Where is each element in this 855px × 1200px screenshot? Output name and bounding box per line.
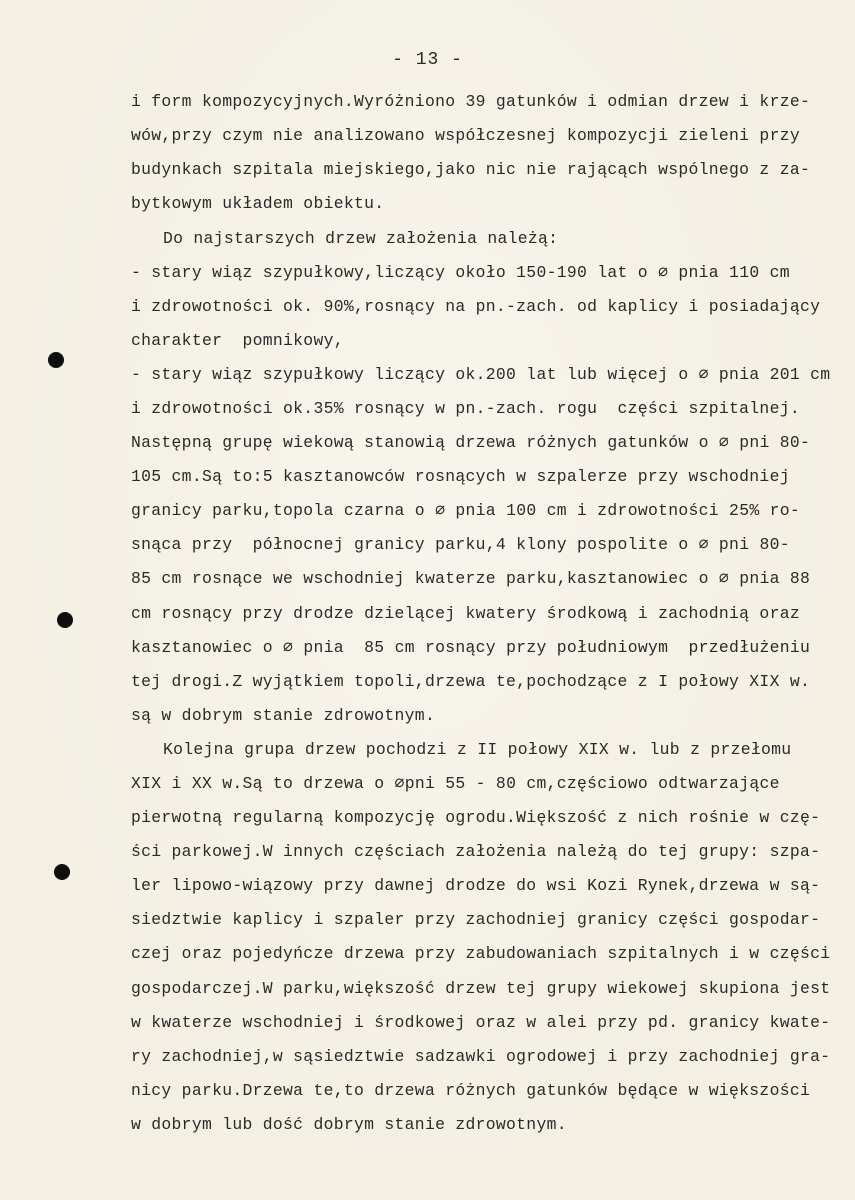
text-line: Kolejna grupa drzew pochodzi z II połowy XIX w. lub z przełomu	[163, 740, 792, 759]
text-line: granicy parku,topola czarna o ∅ pnia 100 cm i zdrowotności 25% ro-	[131, 501, 801, 520]
punch-hole-bottom	[54, 864, 70, 880]
text-line: gospodarczej.W parku,większość drzew tej grupy wiekowej skupiona jest	[131, 979, 831, 998]
text-line: wów,przy czym nie analizowano współczesnej kompozycji zieleni przy	[131, 126, 800, 145]
text-line: kasztanowiec o ∅ pnia 85 cm rosnący przy południowym przedłużeniu	[131, 638, 811, 657]
text-line: Następną grupę wiekową stanowią drzewa różnych gatunków o ∅ pni 80-	[131, 433, 811, 452]
text-line: cm rosnący przy drodze dzielącej kwatery środkową i zachodnią oraz	[131, 604, 800, 623]
text-line: tej drogi.Z wyjątkiem topoli,drzewa te,pochodzące z I połowy XIX w.	[131, 672, 811, 691]
text-line: i form kompozycyjnych.Wyróżniono 39 gatunków i odmian drzew i krze-	[131, 92, 811, 111]
text-line: ry zachodniej,w sąsiedztwie sadzawki ogrodowej i przy zachodniej gra-	[131, 1047, 831, 1066]
text-line: XIX i XX w.Są to drzewa o ∅pni 55 - 80 cm,częściowo odtwarzające	[131, 774, 780, 793]
text-line: i zdrowotności ok.35% rosnący w pn.-zach. rogu części szpitalnej.	[131, 399, 800, 418]
text-line: - stary wiąz szypułkowy,liczący około 150-190 lat o ∅ pnia 110 cm	[131, 263, 790, 282]
text-line: czej oraz pojedyńcze drzewa przy zabudowaniach szpitalnych i w części	[131, 944, 831, 963]
text-line: 105 cm.Są to:5 kasztanowców rosnących w szpalerze przy wschodniej	[131, 467, 790, 486]
text-line: w dobrym lub dość dobrym stanie zdrowotnym.	[131, 1115, 567, 1134]
text-line: budynkach szpitala miejskiego,jako nic nie rającąch wspólnego z za-	[131, 160, 811, 179]
punch-hole-middle	[57, 612, 73, 628]
text-line: bytkowym układem obiektu.	[131, 194, 385, 213]
text-line: nicy parku.Drzewa te,to drzewa różnych gatunków będące w większości	[131, 1081, 811, 1100]
text-line: ler lipowo-wiązowy przy dawnej drodze do wsi Kozi Rynek,drzewa w są-	[131, 876, 821, 895]
text-line: snąca przy północnej granicy parku,4 klony pospolite o ∅ pni 80-	[131, 535, 790, 554]
text-line: w kwaterze wschodniej i środkowej oraz w alei przy pd. granicy kwate-	[131, 1013, 831, 1032]
text-line: ści parkowej.W innych częściach założenia należą do tej grupy: szpa-	[131, 842, 821, 861]
text-line: i zdrowotności ok. 90%,rosnący na pn.-zach. od kaplicy i posiadający	[131, 297, 821, 316]
text-line: są w dobrym stanie zdrowotnym.	[131, 706, 436, 725]
page-number: - 13 -	[392, 50, 463, 70]
text-line: - stary wiąz szypułkowy liczący ok.200 lat lub więcej o ∅ pnia 201 cm	[131, 365, 831, 384]
text-line: pierwotną regularną kompozycję ogrodu.Większość z nich rośnie w czę-	[131, 808, 821, 827]
text-line: siedztwie kaplicy i szpaler przy zachodniej granicy części gospodar-	[131, 910, 821, 929]
text-line: 85 cm rosnące we wschodniej kwaterze parku,kasztanowiec o ∅ pnia 88	[131, 569, 811, 588]
text-line: charakter pomnikowy,	[131, 331, 344, 350]
punch-hole-top	[48, 352, 64, 368]
text-line: Do najstarszych drzew założenia należą:	[163, 229, 559, 248]
